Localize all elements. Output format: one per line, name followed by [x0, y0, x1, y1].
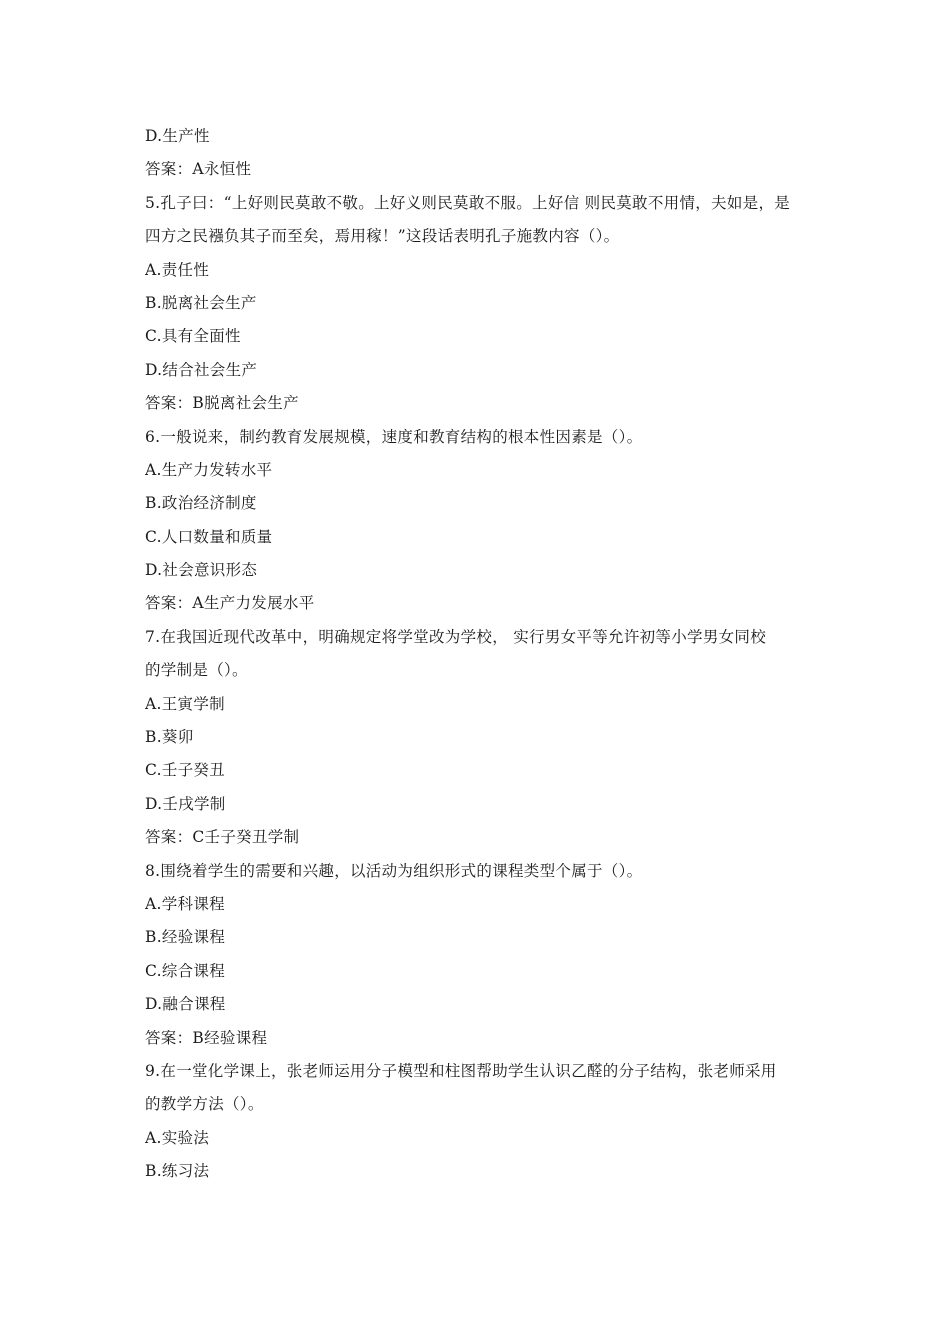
option-line: A.实验法 [145, 1128, 210, 1147]
question-line: 9.在一堂化学课上，张老师运用分子模型和柱图帮助学生认识乙醛的分子结构，张老师采用 [145, 1061, 777, 1080]
document-body [145, 120, 825, 1189]
option-line: D.生产性 [145, 127, 210, 145]
question-line: 7.在我国近现代改革中，明确规定将学堂改为学校， 实行男女平等允许初等小学男女同校 [145, 627, 767, 646]
option-line: B.葵卯 [145, 728, 194, 747]
answer-line: 答案：A永恒性 [145, 160, 252, 179]
answer-line: 答案：B经验课程 [145, 1028, 268, 1047]
question-line: 四方之民襁负其子而至矣，焉用稼！”这段话表明孔子施教内容（）。 [145, 227, 620, 246]
option-line: B.练习法 [145, 1162, 210, 1181]
question-line: 5.孔子曰：“上好则民莫敢不敬。上好义则民莫敢不服。上好信 则民莫敢不用情，夫如是，是 [145, 193, 791, 212]
option-line: B.政治经济制度 [145, 494, 257, 513]
option-line: C.具有全面性 [145, 327, 241, 346]
option-line: C.人口数量和质量 [145, 527, 273, 546]
question-line: 6.一般说来，制约教育发展规模，速度和教育结构的根本性因素是（）。 [145, 427, 643, 446]
option-line: B.经验课程 [145, 928, 226, 947]
answer-line: 答案：A生产力发展水平 [145, 594, 315, 613]
answer-line: 答案：B脱离社会生产 [145, 394, 299, 413]
option-line: C.壬子癸丑 [145, 761, 226, 780]
option-line: A.责任性 [145, 260, 210, 279]
option-line: A.学科课程 [145, 894, 225, 913]
question-line: 8.围绕着学生的需要和兴趣，以活动为组织形式的课程类型个属于（）。 [145, 861, 643, 880]
option-line: A.王寅学制 [145, 694, 225, 713]
question-line: 的教学方法（）。 [145, 1095, 264, 1114]
option-line: D.壬戌学制 [145, 794, 226, 813]
question-line: 的学制是（）。 [145, 661, 248, 680]
option-line: B.脱离社会生产 [145, 293, 257, 312]
option-line: D.融合课程 [145, 995, 226, 1014]
option-line: C.综合课程 [145, 961, 226, 980]
option-line: A.生产力发转水平 [145, 460, 273, 479]
answer-line: 答案：C壬子癸丑学制 [145, 828, 300, 847]
option-line: D.结合社会生产 [145, 360, 258, 379]
option-line: D.社会意识形态 [145, 561, 258, 580]
